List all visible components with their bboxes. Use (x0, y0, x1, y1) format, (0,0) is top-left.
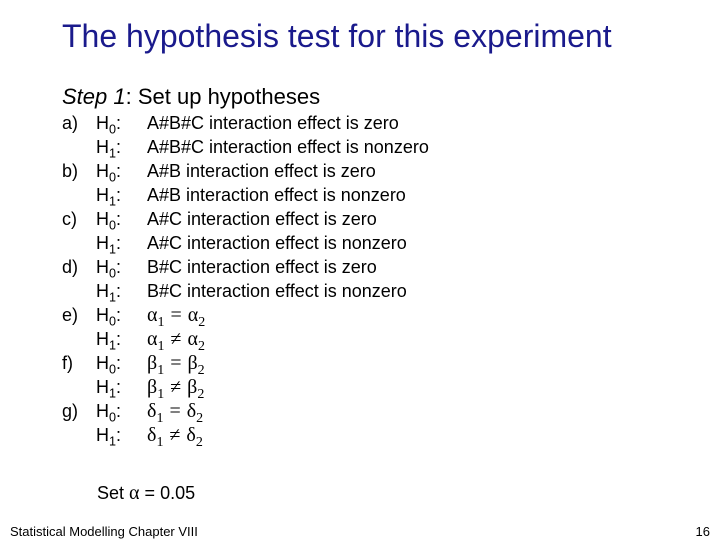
parameter-symbol: δ (186, 400, 197, 422)
hypothesis-statement: $\beta_1 = \beta_2$ (147, 352, 205, 378)
hypothesis-symbol: $H_0$: (96, 209, 122, 233)
hypothesis-symbol: $H_0$: (96, 257, 122, 281)
hypothesis-symbol: $H_1$: (96, 425, 122, 449)
hypothesis-index: 0 (109, 362, 117, 377)
hypothesis-index: 1 (109, 338, 117, 353)
step-heading (62, 84, 320, 110)
hypothesis-statement: $\alpha_1 = \alpha_2$ (147, 304, 206, 330)
hypothesis-statement: B#C interaction effect is nonzero (147, 281, 407, 301)
set-prefix: Set (97, 483, 125, 503)
hypothesis-index: 1 (109, 194, 117, 209)
hypothesis-row (0, 423, 720, 450)
relation-symbol: = (170, 304, 182, 326)
hypothesis-symbol: $H_1$: (96, 377, 122, 401)
step-colon: : (125, 84, 132, 109)
page-number: 16 (695, 524, 710, 539)
hypothesis-index: 0 (109, 266, 117, 281)
hypothesis-index: 0 (109, 314, 117, 329)
hypothesis-symbol: $H_0$: (96, 353, 122, 377)
hypothesis-statement: $\beta_1 \ne \beta_2$ (147, 376, 205, 402)
hypothesis-label: e) (62, 305, 79, 325)
parameter-symbol: δ (147, 400, 157, 422)
significance-level (97, 482, 195, 505)
parameter-symbol: β (147, 352, 158, 374)
hypothesis-row (0, 159, 720, 183)
hypothesis-index: 1 (109, 434, 117, 449)
hypothesis-statement: A#C interaction effect is nonzero (147, 233, 407, 253)
hypothesis-index: 1 (109, 386, 117, 401)
alpha-value: 0.05 (160, 483, 196, 503)
step-label: Step 1 (62, 84, 126, 109)
hypothesis-statement: B#C interaction effect is zero (147, 257, 377, 277)
relation-symbol: = (170, 352, 182, 374)
relation-symbol: ≠ (170, 376, 182, 398)
hypothesis-row (0, 327, 720, 354)
hypothesis-statement: $\delta_1 \ne \delta_2$ (147, 424, 203, 450)
hypothesis-row (0, 351, 720, 378)
parameter-symbol: β (187, 352, 198, 374)
hypothesis-symbol: $H_1$: (96, 185, 122, 209)
hypothesis-statement: A#B interaction effect is zero (147, 161, 376, 181)
hypothesis-index: 1 (109, 242, 117, 257)
hypothesis-index: 0 (109, 122, 117, 137)
relation-symbol: ≠ (169, 424, 181, 446)
parameter-symbol: α (147, 328, 158, 350)
hypothesis-row (0, 231, 720, 255)
hypothesis-row (0, 183, 720, 207)
parameter-symbol: δ (147, 424, 157, 446)
relation-symbol: ≠ (170, 328, 182, 350)
hypothesis-row (0, 279, 720, 303)
hypothesis-symbol: $H_0$: (96, 401, 122, 425)
hypothesis-symbol: $H_0$: (96, 161, 122, 185)
hypothesis-row (0, 207, 720, 231)
hypothesis-index: 1 (109, 146, 117, 161)
parameter-symbol: β (147, 376, 158, 398)
hypothesis-row (0, 399, 720, 426)
parameter-symbol: α (187, 328, 198, 350)
hypothesis-symbol: $H_0$: (96, 113, 122, 137)
hypothesis-label: a) (62, 113, 79, 133)
hypothesis-row (0, 135, 720, 159)
relation-symbol: = (169, 400, 181, 422)
hypothesis-label: g) (62, 401, 79, 421)
hypothesis-statement: A#B#C interaction effect is nonzero (147, 137, 429, 157)
hypothesis-list (0, 111, 720, 450)
hypothesis-row (0, 111, 720, 135)
hypothesis-symbol: $H_1$: (96, 281, 122, 305)
hypothesis-statement: A#B interaction effect is nonzero (147, 185, 406, 205)
hypothesis-row (0, 303, 720, 330)
footer-course: Statistical Modelling Chapter VIII (10, 524, 198, 539)
equals-symbol: = (144, 483, 156, 503)
hypothesis-index: 0 (109, 410, 117, 425)
hypothesis-symbol: $H_1$: (96, 329, 122, 353)
hypothesis-symbol: $H_1$: (96, 137, 122, 161)
hypothesis-label: d) (62, 257, 79, 277)
hypothesis-row (0, 375, 720, 402)
alpha-symbol: α (129, 482, 140, 504)
hypothesis-index: 1 (109, 290, 117, 305)
parameter-symbol: β (187, 376, 198, 398)
parameter-symbol: α (147, 304, 158, 326)
hypothesis-index: 0 (109, 170, 117, 185)
hypothesis-label: f) (62, 353, 73, 373)
step-text: Set up hypotheses (137, 84, 321, 109)
hypothesis-statement: A#C interaction effect is zero (147, 209, 377, 229)
parameter-symbol: δ (186, 424, 196, 446)
hypothesis-statement: A#B#C interaction effect is zero (147, 113, 399, 133)
parameter-symbol: α (187, 304, 199, 326)
hypothesis-statement: $\delta_1 = \delta_2$ (147, 400, 204, 426)
hypothesis-statement: $\alpha_1 \ne \alpha_2$ (147, 328, 205, 354)
hypothesis-row (0, 255, 720, 279)
hypothesis-symbol: $H_1$: (96, 233, 122, 257)
hypothesis-index: 0 (109, 218, 117, 233)
hypothesis-label: c) (62, 209, 77, 229)
hypothesis-symbol: $H_0$: (96, 305, 122, 329)
hypothesis-label: b) (62, 161, 79, 181)
slide-title: The hypothesis test for this experiment (62, 18, 612, 54)
